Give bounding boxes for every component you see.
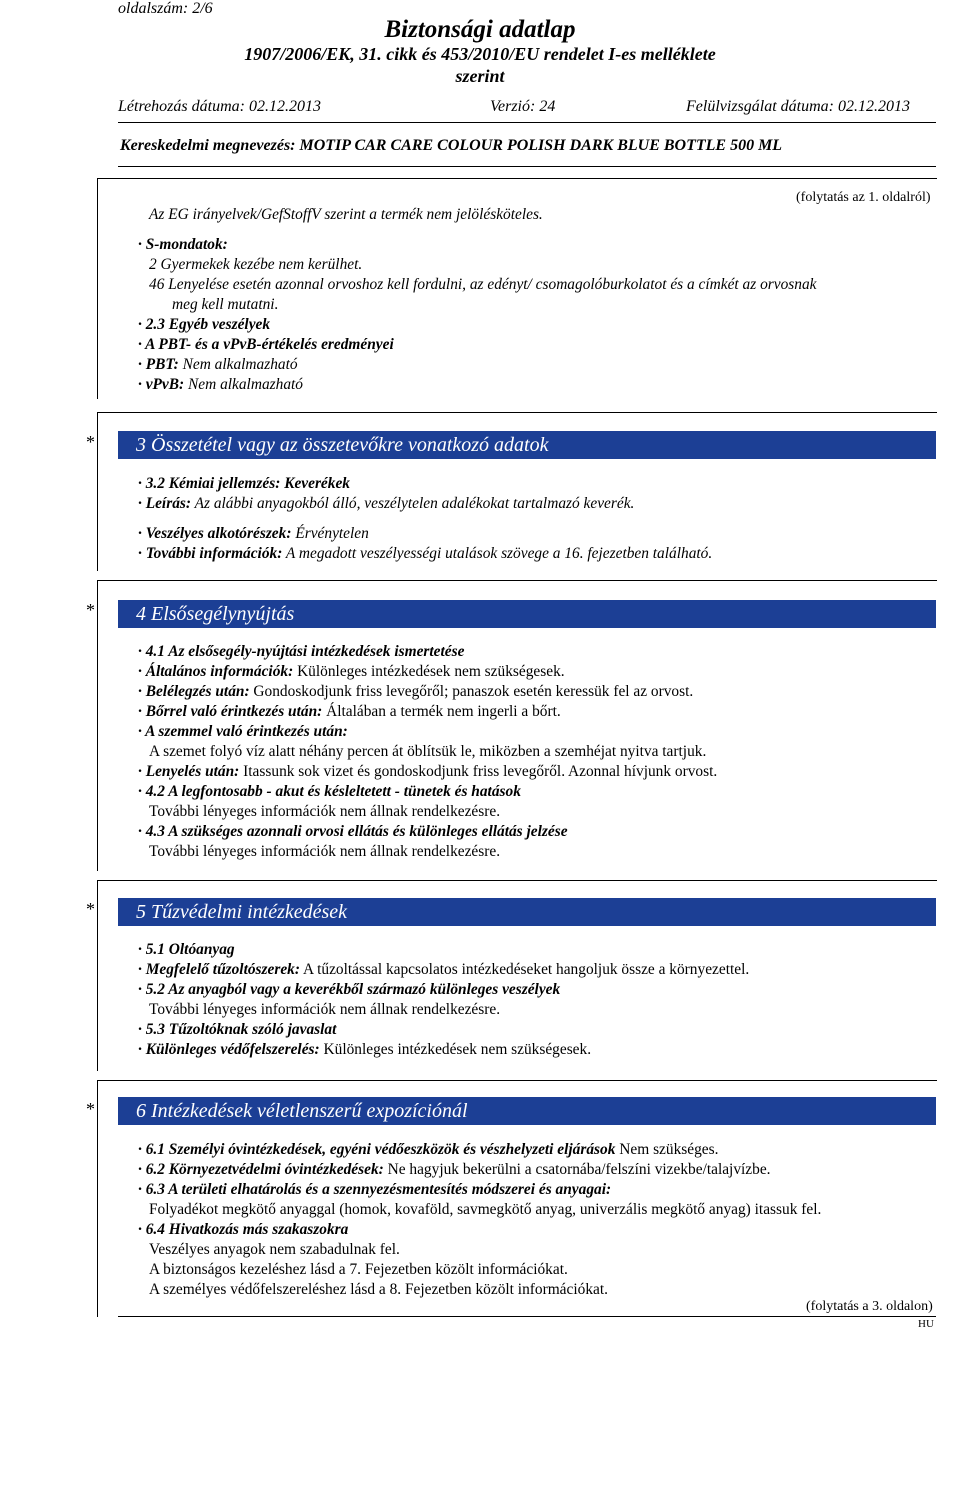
reference-line-3: A személyes védőfelszereléshez lásd a 8. Fejezetben közölt információkat. [149,1281,608,1298]
section-6-change-marker: * [86,1099,95,1119]
ingestion-value: Itassunk sok vizet és gondoskodjunk friss levegőről. Azonnal hívjunk orvost. [239,763,718,780]
revised-date: Felülvizsgálat dátuma: 02.12.2013 [686,98,910,115]
document-subtitle-2: szerint [455,66,505,86]
continued-to: (folytatás a 3. oldalon) [806,1299,933,1314]
environmental-precautions-line [138,1160,771,1180]
section-5-change-marker: * [86,899,95,919]
hazardous-components-value: Érvénytelen [291,525,369,542]
header-divider [118,122,936,123]
language-code: HU [918,1318,934,1330]
s-phrase-46-cont: meg kell mutatni. [172,296,279,313]
additional-info-value: A megadott veszélyességi utalások szövege a 16. fejezetben található. [282,545,713,562]
pbt-label: · PBT: [138,356,179,373]
suitable-agents-line [138,960,749,980]
version: Verzió: 24 [490,98,556,115]
section-3-change-marker: * [86,432,95,452]
extinguishing-media-heading: · 5.1 Oltóanyag [138,941,235,958]
trade-divider [118,166,936,167]
hazardous-components-label: · Veszélyes alkotórészek: [138,525,292,542]
medical-attention-value: További lényeges információk nem állnak rendelkezésre. [149,843,501,860]
special-hazards-value: További lényeges információk nem állnak rendelkezésre. [149,1001,501,1018]
hazardous-components-line [138,524,369,544]
section-3-title: 3 Összetétel vagy az összetevőkre vonatkozó adatok [118,431,936,459]
vpvb-label: · vPvB: [138,376,185,393]
symptoms-heading: · 4.2 A legfontosabb - akut és késleltetett - tünetek és hatások [138,783,521,800]
skin-contact-line [138,702,561,722]
continued-from: (folytatás az 1. oldalról) [796,190,931,205]
protective-equipment-line [138,1040,591,1060]
general-info-label: · Általános információk: [138,663,294,680]
skin-contact-value: Általában a termék nem ingerli a bőrt. [322,703,561,720]
eg-text: Az EG irányelvek/GefStoffV szerint a termék nem jelölésköteles. [149,206,543,223]
reference-line-1: Veszélyes anyagok nem szabadulnak fel. [149,1241,400,1258]
trade-name: Kereskedelmi megnevezés: MOTIP CAR CARE COLOUR POLISH DARK BLUE BOTTLE 500 ML [120,137,783,154]
environmental-precautions-value: Ne hagyjuk bekerülni a csatornába/felszíni vizekbe/talajvízbe. [383,1161,771,1178]
description-label: · Leírás: [138,495,192,512]
inhalation-label: · Belélegzés után: [138,683,250,700]
eye-contact-value: A szemet folyó víz alatt néhány percen át öblítsük le, miközben a szemhéjat nyitva tartjuk. [149,743,707,760]
pbt-results-heading: · A PBT- és a vPvB-értékelés eredményei [138,336,394,353]
page-number: oldalszám: 2/6 [118,0,213,17]
protective-equipment-label: · Különleges védőfelszerelés: [138,1041,320,1058]
containment-value: Folyadékot megkötő anyaggal (homok, kovaföld, savmegkötő anyag, univerzális megkötő anyag) itassuk fel. [149,1201,822,1218]
medical-attention-heading: · 4.3 A szükséges azonnali orvosi ellátás és különleges ellátás jelzése [138,823,568,840]
section-4-title: 4 Elsősegélynyújtás [118,600,936,628]
description-value: Az alábbi anyagokból álló, veszélytelen adalékokat tartalmazó keverék. [191,495,635,512]
eye-contact-label: · A szemmel való érintkezés után: [138,723,348,740]
special-hazards-heading: · 5.2 Az anyagból vagy a keverékből származó különleges veszélyek [138,981,561,998]
s-phrase-2: 2 Gyermekek kezébe nem kerülhet. [149,256,363,273]
personal-precautions-line [138,1140,718,1160]
section-4-change-marker: * [86,600,95,620]
general-info-value: Különleges intézkedések nem szükségesek. [293,663,565,680]
inhalation-value: Gondoskodjunk friss levegőről; panaszok esetén keressük fel az orvost. [249,683,694,700]
additional-info-line [138,544,712,564]
footer-divider [118,1316,936,1317]
containment-heading: · 6.3 A területi elhatárolás és a szennyezésmentesítés módszerei és anyagai: [138,1181,612,1198]
ingestion-label: · Lenyelés után: [138,763,240,780]
document-subtitle: 1907/2006/EK, 31. cikk és 453/2010/EU rendelet I-es melléklete [244,44,716,64]
s-phrases-label: · S-mondatok: [138,236,228,253]
pbt-line [138,355,298,375]
general-info-line [138,662,565,682]
additional-info-label: · További információk: [138,545,283,562]
reference-line-2: A biztonságos kezeléshez lásd a 7. Fejezetben közölt információkat. [149,1261,568,1278]
suitable-agents-value: A tűzoltással kapcsolatos intézkedéseket hangoljuk össze a környezettel. [300,961,750,978]
other-hazards-heading: · 2.3 Egyéb veszélyek [138,316,271,333]
s-phrase-46: 46 Lenyelése esetén azonnal orvoshoz kell fordulni, az edényt/ csomagolóburkolatot és a címkét az orvosnak [149,276,817,293]
first-aid-description: · 4.1 Az elsősegély-nyújtási intézkedések ismertetése [138,643,465,660]
other-sections-heading: · 6.4 Hivatkozás más szakaszokra [138,1221,349,1238]
suitable-agents-label: · Megfelelő tűzoltószerek: [138,961,301,978]
environmental-precautions-label: · 6.2 Környezetvédelmi óvintézkedések: [138,1161,384,1178]
ingestion-line [138,762,717,782]
inhalation-line [138,682,693,702]
chemical-characterization: · 3.2 Kémiai jellemzés: Keverékek [138,475,350,492]
document-title: Biztonsági adatlap [384,16,576,43]
description-line [138,494,634,514]
section-5-title: 5 Tűzvédelmi intézkedések [118,898,936,926]
pbt-value: Nem alkalmazható [178,356,298,373]
vpvb-line [138,375,303,395]
firefighter-advice-heading: · 5.3 Tűzoltóknak szóló javaslat [138,1021,337,1038]
symptoms-value: További lényeges információk nem állnak rendelkezésre. [149,803,501,820]
vpvb-value: Nem alkalmazható [184,376,303,393]
skin-contact-label: · Bőrrel való érintkezés után: [138,703,323,720]
section-6-title: 6 Intézkedések véletlenszerű expozíciónál [118,1097,936,1125]
personal-precautions-value: Nem szükséges. [615,1141,719,1158]
created-date: Létrehozás dátuma: 02.12.2013 [118,98,321,115]
personal-precautions-label: · 6.1 Személyi óvintézkedések, egyéni védőeszközök és vészhelyzeti eljárások [138,1141,616,1158]
protective-equipment-value: Különleges intézkedések nem szükségesek. [319,1041,592,1058]
